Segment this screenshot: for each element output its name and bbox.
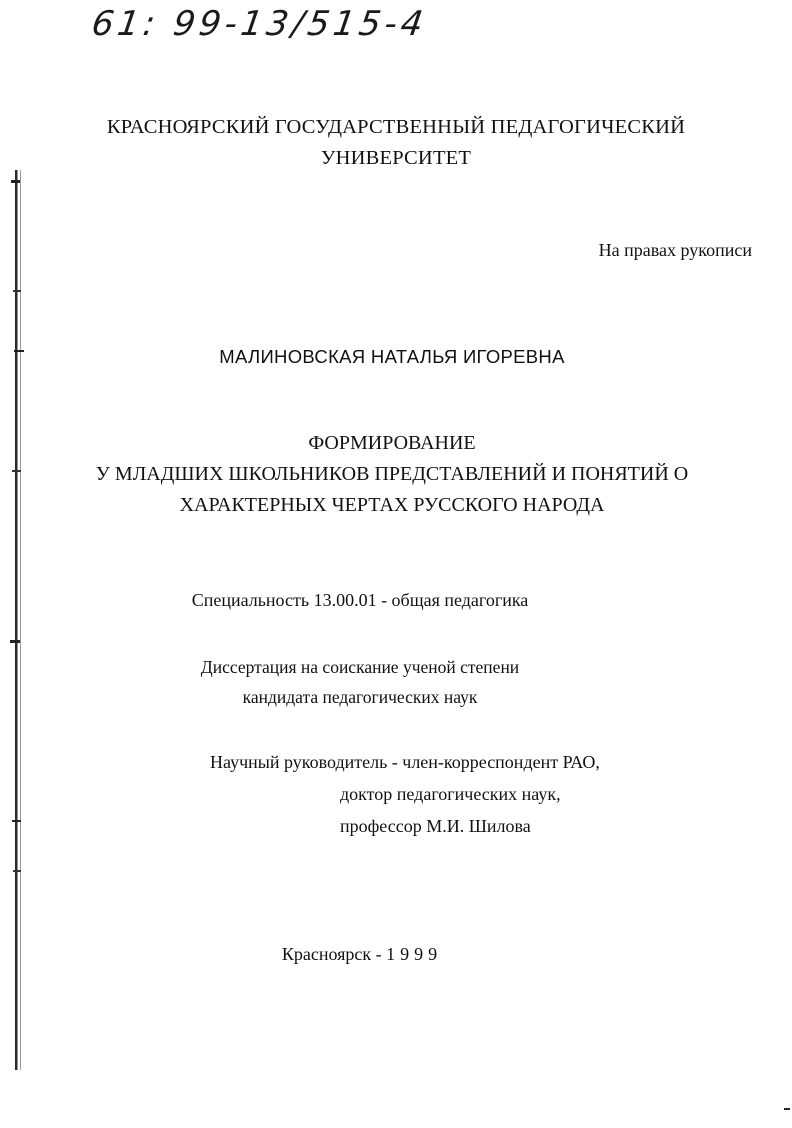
university-line-2: УНИВЕРСИТЕТ xyxy=(320,147,472,169)
supervisor-line-1: Научный руководитель - член-корреспондент РАО, xyxy=(210,752,600,772)
university-line-1: КРАСНОЯРСКИЙ ГОСУДАРСТВЕННЫЙ ПЕДАГОГИЧЕСКИЙ xyxy=(106,116,686,138)
supervisor-line-3: профессор М.И. Шилова xyxy=(340,816,531,836)
scan-mark xyxy=(784,1108,790,1110)
degree-line-1: Диссертация на соискание ученой степени xyxy=(200,657,520,677)
university-name xyxy=(0,112,792,174)
dissertation-title xyxy=(0,428,788,521)
title-line-2: У МЛАДШИХ ШКОЛЬНИКОВ ПРЕДСТАВЛЕНИЙ И ПОНЯТИЙ О xyxy=(95,463,689,485)
rights-notice: На правах рукописи xyxy=(598,240,752,260)
degree-line-2: кандидата педагогических наук xyxy=(242,687,478,707)
specialty: Специальность 13.00.01 - общая педагогика xyxy=(191,590,529,610)
title-line-3: ХАРАКТЕРНЫХ ЧЕРТАХ РУССКОГО НАРОДА xyxy=(179,494,605,516)
supervisor-line-2: доктор педагогических наук, xyxy=(340,784,561,804)
degree-statement xyxy=(0,652,756,712)
archive-code-handwritten: 61: 99-13/515-4 xyxy=(89,4,430,44)
supervisor-block xyxy=(210,746,600,842)
year: 1999 xyxy=(386,944,443,964)
city: Красноярск xyxy=(281,944,372,964)
separator: - xyxy=(371,944,387,964)
scan-binding-edge xyxy=(8,170,28,1070)
title-line-1: ФОРМИРОВАНИЕ xyxy=(308,432,476,454)
place-and-year xyxy=(0,944,758,965)
author-name: МАЛИНОВСКАЯ НАТАЛЬЯ ИГОРЕВНА xyxy=(219,346,565,367)
